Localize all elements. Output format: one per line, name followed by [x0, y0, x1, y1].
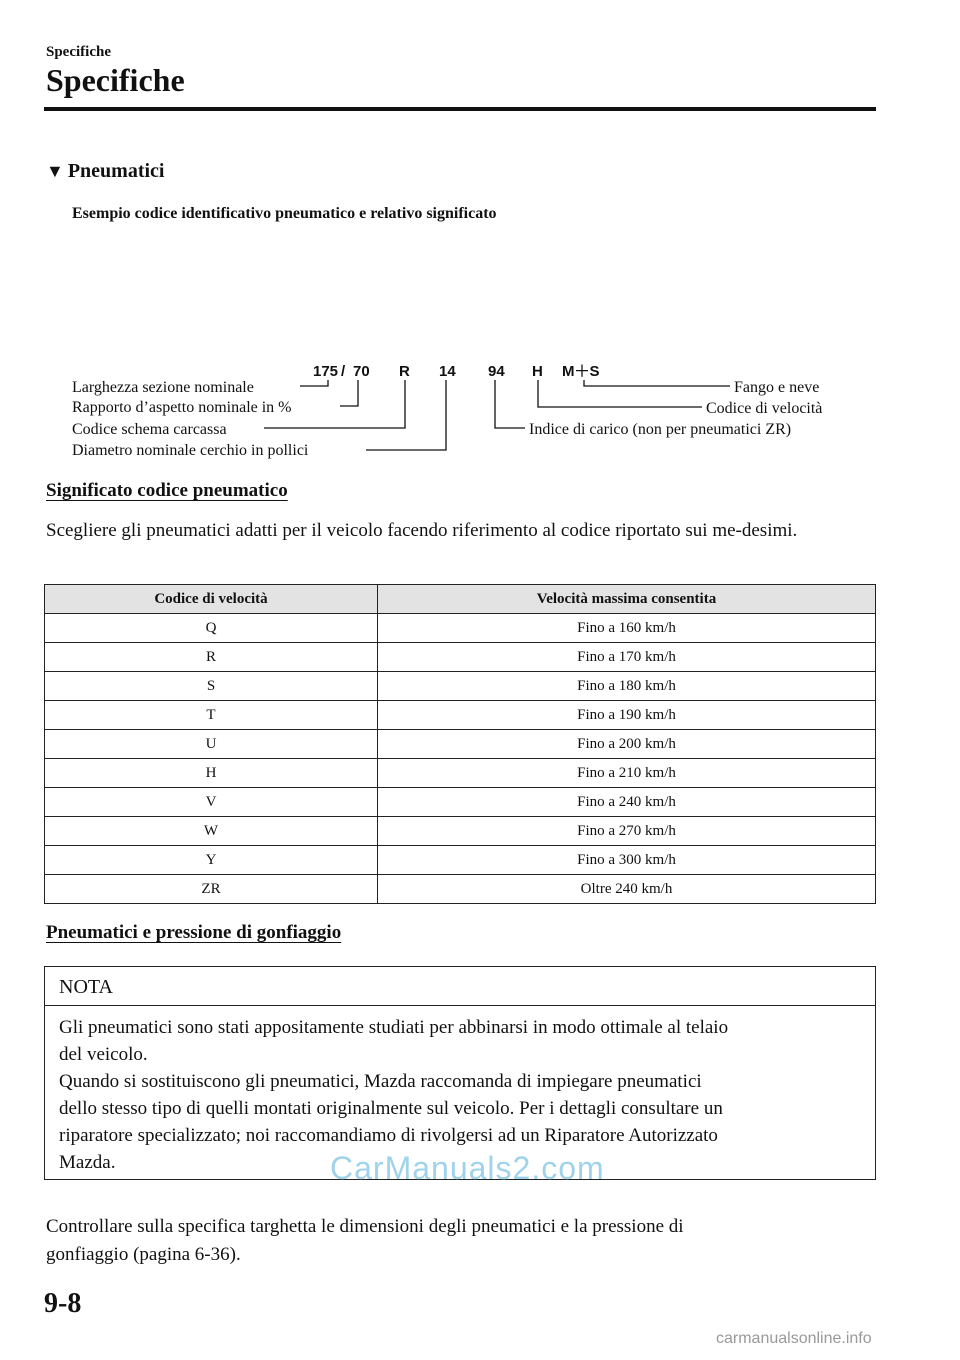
note-line: del veicolo.	[59, 1044, 148, 1065]
table-row	[45, 846, 876, 875]
table-row	[45, 788, 876, 817]
note-line: Gli pneumatici sono stati appositamente studiati per abbinarsi in modo ottimale al telaio	[59, 1017, 729, 1038]
max-speed: Fino a 160 km/h	[378, 614, 876, 643]
code-slash: /	[341, 363, 346, 380]
closing-line-2: gonfiaggio (pagina 6-36).	[46, 1244, 241, 1265]
max-speed: Fino a 180 km/h	[378, 672, 876, 701]
note-line: dello stesso tipo di quelli montati originalmente sul veicolo. Per i dettagli consultare un	[59, 1098, 723, 1119]
speed-code: Y	[45, 846, 378, 875]
page-number: 9-8	[44, 1288, 82, 1319]
speed-code: ZR	[45, 875, 378, 904]
table-row	[45, 817, 876, 846]
header-speed-code: Codice di velocità	[45, 585, 378, 614]
pressure-heading: Pneumatici e pressione di gonfiaggio	[46, 922, 342, 943]
leader-lines	[264, 380, 730, 450]
max-speed: Fino a 170 km/h	[378, 643, 876, 672]
max-speed: Fino a 240 km/h	[378, 788, 876, 817]
title-rule	[44, 107, 876, 111]
max-speed: Fino a 270 km/h	[378, 817, 876, 846]
note-title: NOTA	[45, 967, 875, 1006]
table-row	[45, 730, 876, 759]
table-row	[45, 643, 876, 672]
table-row	[45, 759, 876, 788]
code-ratio: 70	[353, 363, 370, 380]
max-speed: Fino a 300 km/h	[378, 846, 876, 875]
speed-code: T	[45, 701, 378, 730]
label-load: Indice di carico (non per pneumatici ZR)	[529, 421, 792, 438]
note-line: Quando si sostituiscono gli pneumatici, Mazda raccomanda di impiegare pneumatici	[59, 1071, 702, 1092]
label-width: Larghezza sezione nominale	[72, 379, 254, 396]
table-row	[45, 672, 876, 701]
tire-code-diagram	[0, 340, 960, 470]
speed-code: S	[45, 672, 378, 701]
max-speed: Fino a 200 km/h	[378, 730, 876, 759]
max-speed: Oltre 240 km/h	[378, 875, 876, 904]
section-heading	[46, 160, 164, 183]
running-head: Specifiche	[46, 44, 111, 60]
note-line: riparatore specializzato; noi raccomandiamo di rivolgersi ad un Riparatore Autorizzato	[59, 1125, 718, 1146]
section-title: Pneumatici	[67, 160, 165, 182]
label-rim: Diametro nominale cerchio in pollici	[72, 442, 309, 459]
label-mud-snow: Fango e neve	[734, 379, 820, 396]
code-load: 94	[488, 363, 505, 380]
page-title: Specifiche	[46, 62, 185, 98]
max-speed: Fino a 210 km/h	[378, 759, 876, 788]
speed-code: H	[45, 759, 378, 788]
code-rim: 14	[439, 363, 456, 380]
note-box	[44, 966, 876, 1180]
speed-code: W	[45, 817, 378, 846]
speed-table	[44, 584, 876, 904]
label-speed: Codice di velocità	[706, 400, 823, 417]
code-construction: R	[399, 363, 410, 380]
table-row	[45, 701, 876, 730]
table-row	[45, 614, 876, 643]
header-max-speed: Velocità massima consentita	[378, 585, 876, 614]
note-line: Mazda.	[59, 1152, 116, 1173]
footer-site[interactable]: carmanualsonline.info	[716, 1330, 872, 1347]
max-speed: Fino a 190 km/h	[378, 701, 876, 730]
meaning-heading: Significato codice pneumatico	[46, 480, 288, 501]
speed-code: U	[45, 730, 378, 759]
diagram-caption: Esempio codice identificativo pneumatico e relativo significato	[72, 205, 497, 222]
triangle-bullet-icon: ▼	[46, 161, 64, 181]
closing-line-1: Controllare sulla specifica targhetta le dimensioni degli pneumatici e la pressione di	[46, 1216, 684, 1237]
label-construction: Codice schema carcassa	[72, 421, 227, 438]
table-header-row	[45, 585, 876, 614]
code-speed: H	[532, 363, 543, 380]
watermark: CarManuals2.com	[330, 1150, 605, 1186]
code-width: 175	[313, 363, 339, 380]
speed-code: Q	[45, 614, 378, 643]
label-ratio: Rapporto d’aspetto nominale in %	[72, 399, 292, 416]
table-row	[45, 875, 876, 904]
meaning-text: Scegliere gli pneumatici adatti per il veicolo facendo riferimento al codice riportato sui me-desimi.	[46, 520, 798, 541]
code-mud-snow: M＋S	[562, 363, 600, 380]
speed-code: V	[45, 788, 378, 817]
speed-code: R	[45, 643, 378, 672]
